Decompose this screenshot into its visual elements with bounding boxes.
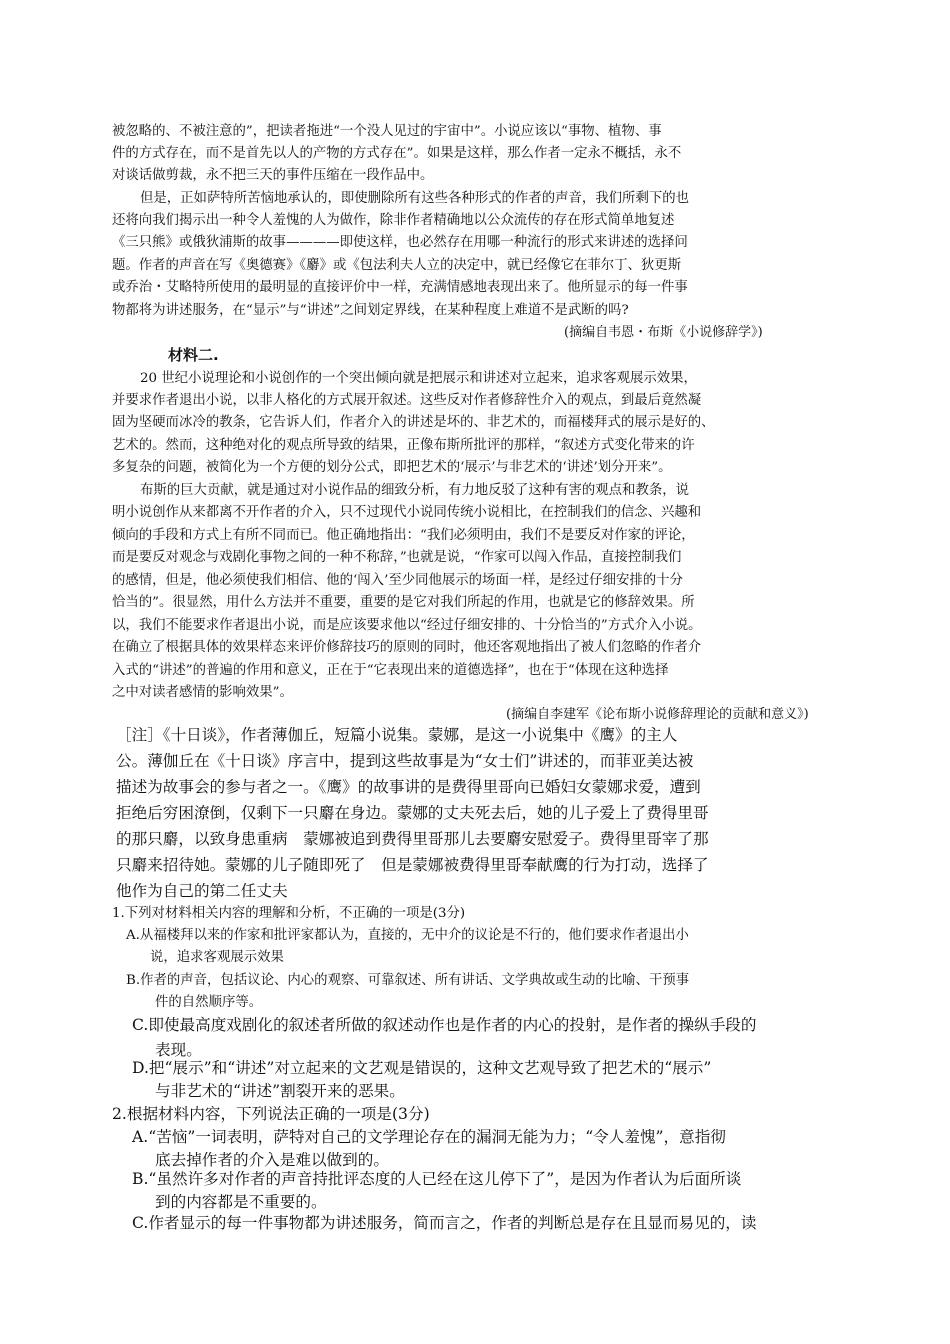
source-citation: (摘编自韦恩・布斯《小说修辞学》)	[564, 325, 763, 340]
text-line: 倾向的手段和方式上有所不同而已。他正确地指出：“我们必须明由，我们不是要反对作家的评论，	[112, 528, 695, 543]
text-line: 明小说创作从来都离不开作者的介入，只不过现代小说同传统小说相比，在控制我们的信念、兴趣和	[112, 505, 702, 520]
note-line: 拒绝后穷困潦倒，仅剩下一只麝在身边。蒙娜的丈夫死去后，她的儿子爱上了费得里哥	[116, 804, 709, 822]
text-line: 《三只熊》或俄狄浦斯的故事————即使这样，也必然存在用哪一种流行的形式来讲述的选择问	[112, 235, 688, 250]
text-line: 布斯的巨大贡献，就是通过对小说作品的细致分析，有力地反驳了这种有害的观点和教条，说	[140, 483, 690, 498]
question-2-option-a-cont: 底去掉作者的介入是难以做到的。	[155, 1151, 389, 1169]
question-1-option-d: D.把“展示”和“讲述”对立起来的文艺观是错误的，这种文艺观导致了把艺术的“展示”	[132, 1059, 712, 1077]
text-line: 对谈话做剪裁，永不把三天的事件压缩在一段作品中。	[112, 168, 434, 183]
note-line: 公。薄伽丘在《十日谈》序言中，提到这些故事是为“女士们”讲述的，而菲亚美达被	[116, 752, 694, 770]
text-line: 以，我们不能要求作者退出小说，而是应该要求他以“经过仔细安排的、十分恰当的”方式介入小说。	[112, 618, 702, 633]
text-line: 而是要反对观念与戏剧化事物之间的一种不称辞，”也就是说，“作家可以闯入作品，直接控制我们	[112, 550, 682, 565]
text-line: 固为坚硬而冰冷的教条，它告诉人们，作者介入的讲述是坏的、非艺术的，而福楼拜式的展示是好的、	[112, 415, 715, 430]
question-2-option-b: B.“虽然许多对作者的声音持批评态度的人已经在这儿停下了”，是因为作者认为后面所谈	[132, 1170, 742, 1188]
section-heading: 材料二.	[168, 346, 219, 364]
text-line: 艺术的。然而，这种绝对化的观点所导致的结果，正像布斯所批评的那样，“叙述方式变化带来的许	[112, 438, 695, 453]
text-line: 入式的“讲述”的普遍的作用和意义，正在于“它表现出来的道德选择”，也在于“体现在这种选择	[112, 663, 669, 678]
text-line: 被忽略的、不被注意的”，把读者拖进“一个没人见过的宇宙中”。小说应该以“事物、植物、事	[112, 124, 662, 139]
text-line: 的感情，但是，他必须使我们相信、他的‘闯入’至少同他展示的场面一样，是经过仔细安排的十分	[112, 573, 683, 588]
text-line: 20 世纪小说理论和小说创作的一个突出倾向就是把展示和讲述对立起来，追求客观展示效果，	[140, 371, 697, 386]
text-line: 还将向我们揭示出一种令人羞愧的人为做作，除非作者精确地以公众流传的存在形式简单地复述	[112, 213, 675, 228]
note-line: 只麝来招待她。蒙娜的儿子随即死了 但是蒙娜被费得里哥奉献鹰的行为打动，选择了	[116, 856, 709, 874]
note-line: 的那只麝，以致身患重病 蒙娜被追到费得里哥那儿去要麝安慰爱子。费得里哥宰了那	[116, 830, 709, 848]
text-line: 在确立了根据具体的效果样态来评价修辞技巧的原则的同时，他还客观地指出了被人们忽略的作者介	[112, 640, 702, 655]
question-1-option-c-cont: 表现。	[155, 1041, 202, 1059]
question-2-option-b-cont: 到的内容都是不重要的。	[155, 1193, 327, 1211]
question-1-stem: 1.下列对材料相关内容的理解和分析，不正确的一项是(3分)	[112, 906, 466, 921]
question-1-option-b: B.作者的声音，包括议论、内心的观察、可靠叙述、所有讲话、文学典故或生动的比喻、干预事	[126, 973, 690, 988]
question-1-option-b-cont: 件的自然顺序等。	[155, 995, 263, 1010]
note-line: 描述为故事会的参与者之一。《鹰》的故事讲的是费得里哥向已婚妇女蒙娜求爱，遭到	[116, 778, 701, 796]
question-1-option-a-cont: 说，追求客观展示效果	[150, 950, 284, 965]
note-line: ［注］《十日谈》，作者薄伽丘，短篇小说集。蒙娜，是这一小说集中《鹰》的主人	[116, 726, 678, 744]
note-line: 他作为自己的第二任丈夫	[116, 882, 288, 900]
text-line: 但是，正如萨特所苦恼地承认的，即使删除所有这些各种形式的作者的声音，我们所剩下的也	[140, 191, 690, 206]
text-line: 题。作者的声音在写《奥德赛》《麝》或《包法利夫人立的决定中，就已经像它在菲尔丁、狄更斯	[112, 258, 682, 273]
question-2-option-a: A.“苦恼”一词表明，萨特对自己的文学理论存在的漏洞无能为力；“令人羞愧”，意指彻	[132, 1128, 726, 1146]
text-line: 多复杂的问题，被简化为一个方便的划分公式，即把艺术的‘展示’与非艺术的‘讲述’划分开来”。	[112, 460, 672, 475]
source-citation: (摘编自李建军《论布斯小说修辞理论的贡献和意义》)	[506, 707, 809, 722]
question-1-option-c: C.即使最高度戏剧化的叙述者所做的叙述动作也是作者的内心的投射，是作者的操纵手段的	[132, 1016, 757, 1034]
text-line: 之中对读者感情的影响效果”。	[112, 685, 293, 700]
question-2-option-c: C.作者显示的每一件事物都为讲述服务，简而言之，作者的判断总是存在且显而易见的，读	[132, 1214, 757, 1232]
text-line: 件的方式存在，而不是首先以人的产物的方式存在”。如果是这样，那么作者一定永不概括，永不	[112, 146, 682, 161]
text-line: 恰当的”。很显然，用什么方法并不重要，重要的是它对我们所起的作用，也就是它的修辞效果。所	[112, 595, 695, 610]
question-1-option-d-cont: 与非艺术的“讲述”割裂开来的恶果。	[155, 1082, 405, 1100]
text-line: 或乔治・艾略特所使用的最明显的直接评价中一样，充满情感地表现出来了。他所显示的每一件事	[112, 280, 688, 295]
text-line: 并要求作者退出小说，以非人格化的方式展开叙述。这些反对作者修辞性介入的观点，到最后竟然凝	[112, 393, 702, 408]
question-1-option-a: A.从福楼拜以来的作家和批评家都认为，直接的，无中介的议论是不行的，他们要求作者退出小	[126, 928, 689, 943]
question-2-stem: 2.根据材料内容，下列说法正确的一项是(3分)	[112, 1105, 430, 1123]
text-line: 物都将为讲述服务，在“显示”与“讲述”之间划定界线，在某种程度上难道不是武断的吗?	[112, 303, 629, 318]
